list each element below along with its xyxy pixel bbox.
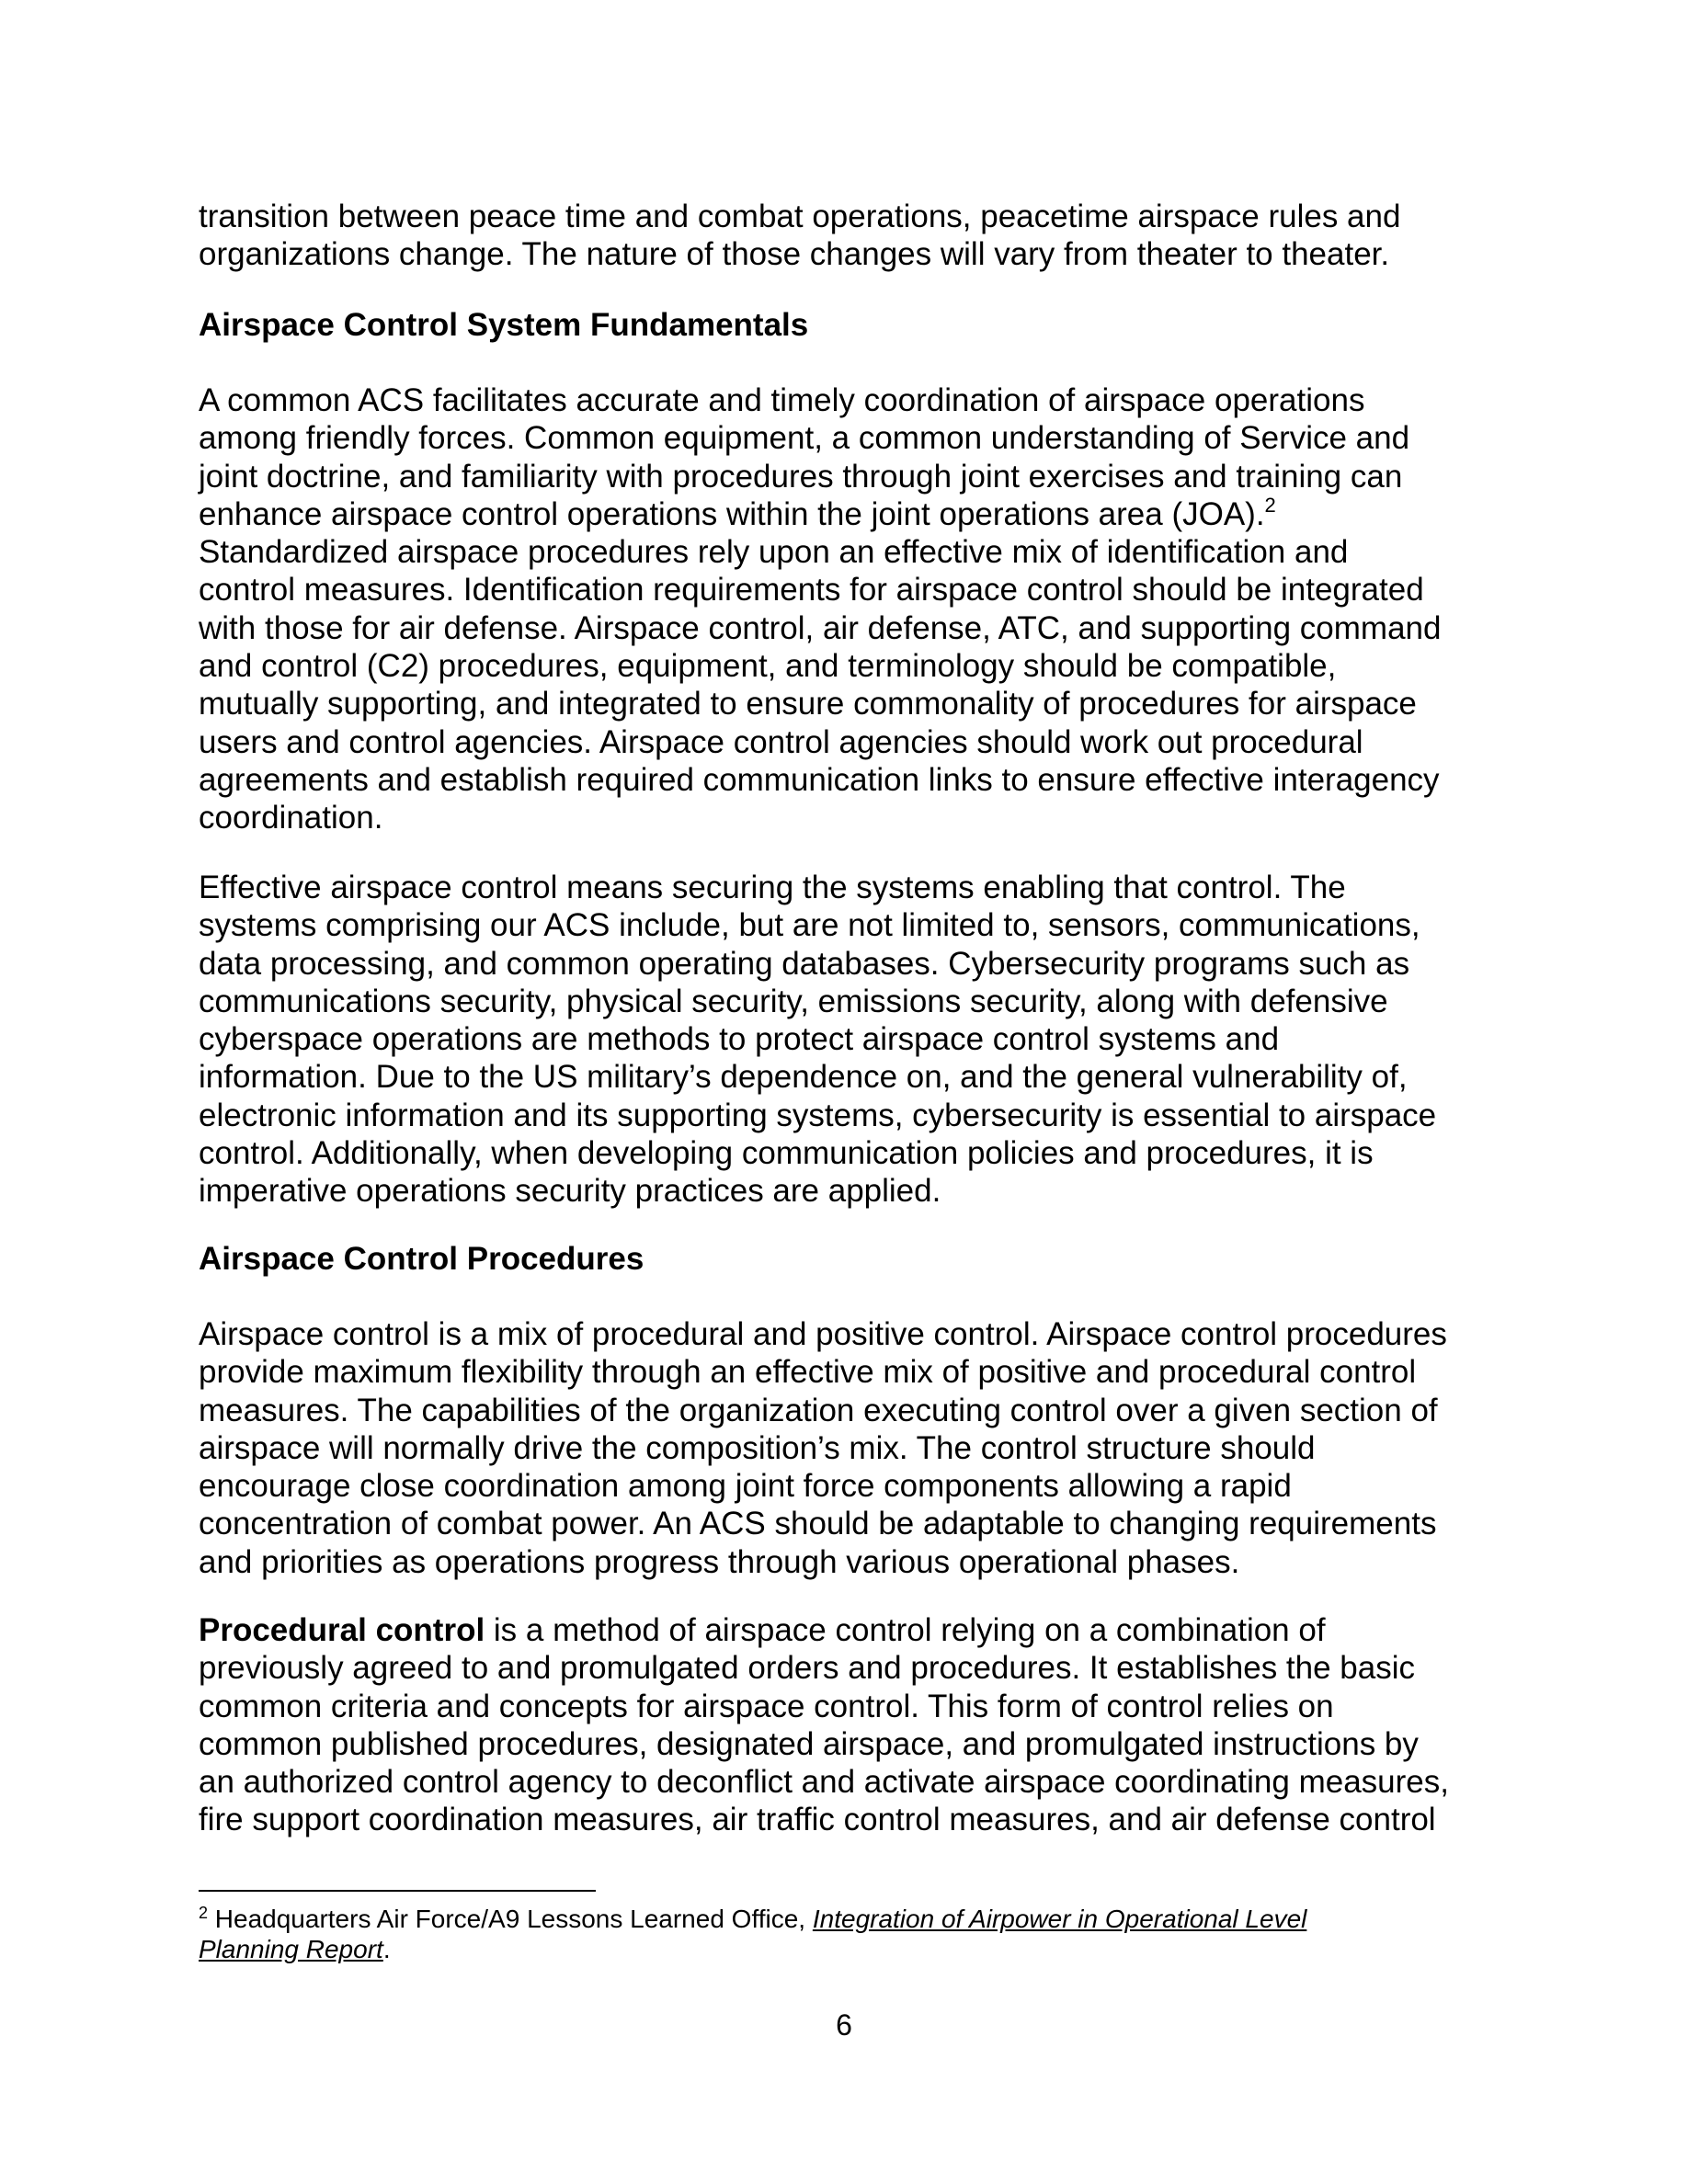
footnote-end: . xyxy=(382,1935,391,1963)
footnote-report-title-link[interactable]: Integration of Airpower in Operational Level Planning Report xyxy=(199,1905,1307,1963)
procedures-paragraph-2-body: is a method of airspace control relying on a combination of previously agreed to and promulgated orders and procedures. It establishes the basic common criteria and concepts for airspace control. This form of control relies on common published procedures, designated airspace, and promulgated instructions by an authorized control agency to deconflict and activate airspace coordinating measures, fire support coordination measures, air traffic control measures, and air defense control xyxy=(199,1612,1449,1838)
footnote-number: 2 xyxy=(199,1904,209,1922)
procedural-control-term: Procedural control xyxy=(199,1612,485,1648)
page-number: 6 xyxy=(836,2008,852,2042)
footnote-reference-2[interactable]: 2 xyxy=(1264,493,1276,517)
fundamentals-paragraph-2: Effective airspace control means securing the systems enabling that control. The systems comprising our ACS include, but are not limited to, sensors, communications, data processing, and common operating databases. Cybersecurity programs such as communications security, physical security, emissions security, along with defensive cyberspace operations are methods to protect airspace control systems and information. Due to the US military’s dependence on, and the general vulnerability of, electronic information and its supporting systems, cybersecurity is essential to airspace control. Additionally, when developing communication policies and procedures, it is imperative operations security practices are applied. xyxy=(199,870,1437,1210)
procedures-paragraph-1: Airspace control is a mix of procedural and positive control. Airspace control procedures provide maximum flexibility through an effective mix of positive and procedural control measures. The capabilities of the organization executing control over a given section of airspace will normally drive the composition’s mix. The control structure should encourage close coordination among joint force components allowing a rapid concentration of combat power. An ACS should be adaptable to changing requirements and priorities as operations progress through various operational phases. xyxy=(199,1316,1447,1580)
footnote-divider xyxy=(199,1890,596,1892)
fundamentals-paragraph-1 xyxy=(199,381,1523,837)
footnote-text: Headquarters Air Force/A9 Lessons Learned Office, xyxy=(208,1905,813,1933)
heading-procedures: Airspace Control Procedures xyxy=(199,1241,644,1277)
fundamentals-paragraph-1-part-a: A common ACS facilitates accurate and timely coordination of airspace operations among friendly forces. Common equipment, a common understanding of Service and joint doctrine, and familiarity with procedures through joint exercises and training can enhance airspace control operations within the joint operations area (JOA). xyxy=(199,382,1410,532)
procedures-paragraph-2 xyxy=(199,1611,1523,1839)
fundamentals-paragraph-1-part-b: Standardized airspace procedures rely upon an effective mix of identification and control measures. Identification requirements for airspace control should be integrated with those for air defense. Airspace control, air defense, ATC, and supporting command and control (C2) procedures, equipment, and terminology should be compatible, mutually supporting, and integrated to ensure commonality of procedures for airspace users and control agencies. Airspace control agencies should work out procedural agreements and establish required communication links to ensure effective interagency coordination. xyxy=(199,534,1442,836)
footnote-2 xyxy=(199,1904,1504,1964)
intro-paragraph: transition between peace time and combat operations, peacetime airspace rules and organizations change. The nature of those changes will vary from theater to theater. xyxy=(199,199,1401,273)
heading-acs-fundamentals: Airspace Control System Fundamentals xyxy=(199,307,809,343)
